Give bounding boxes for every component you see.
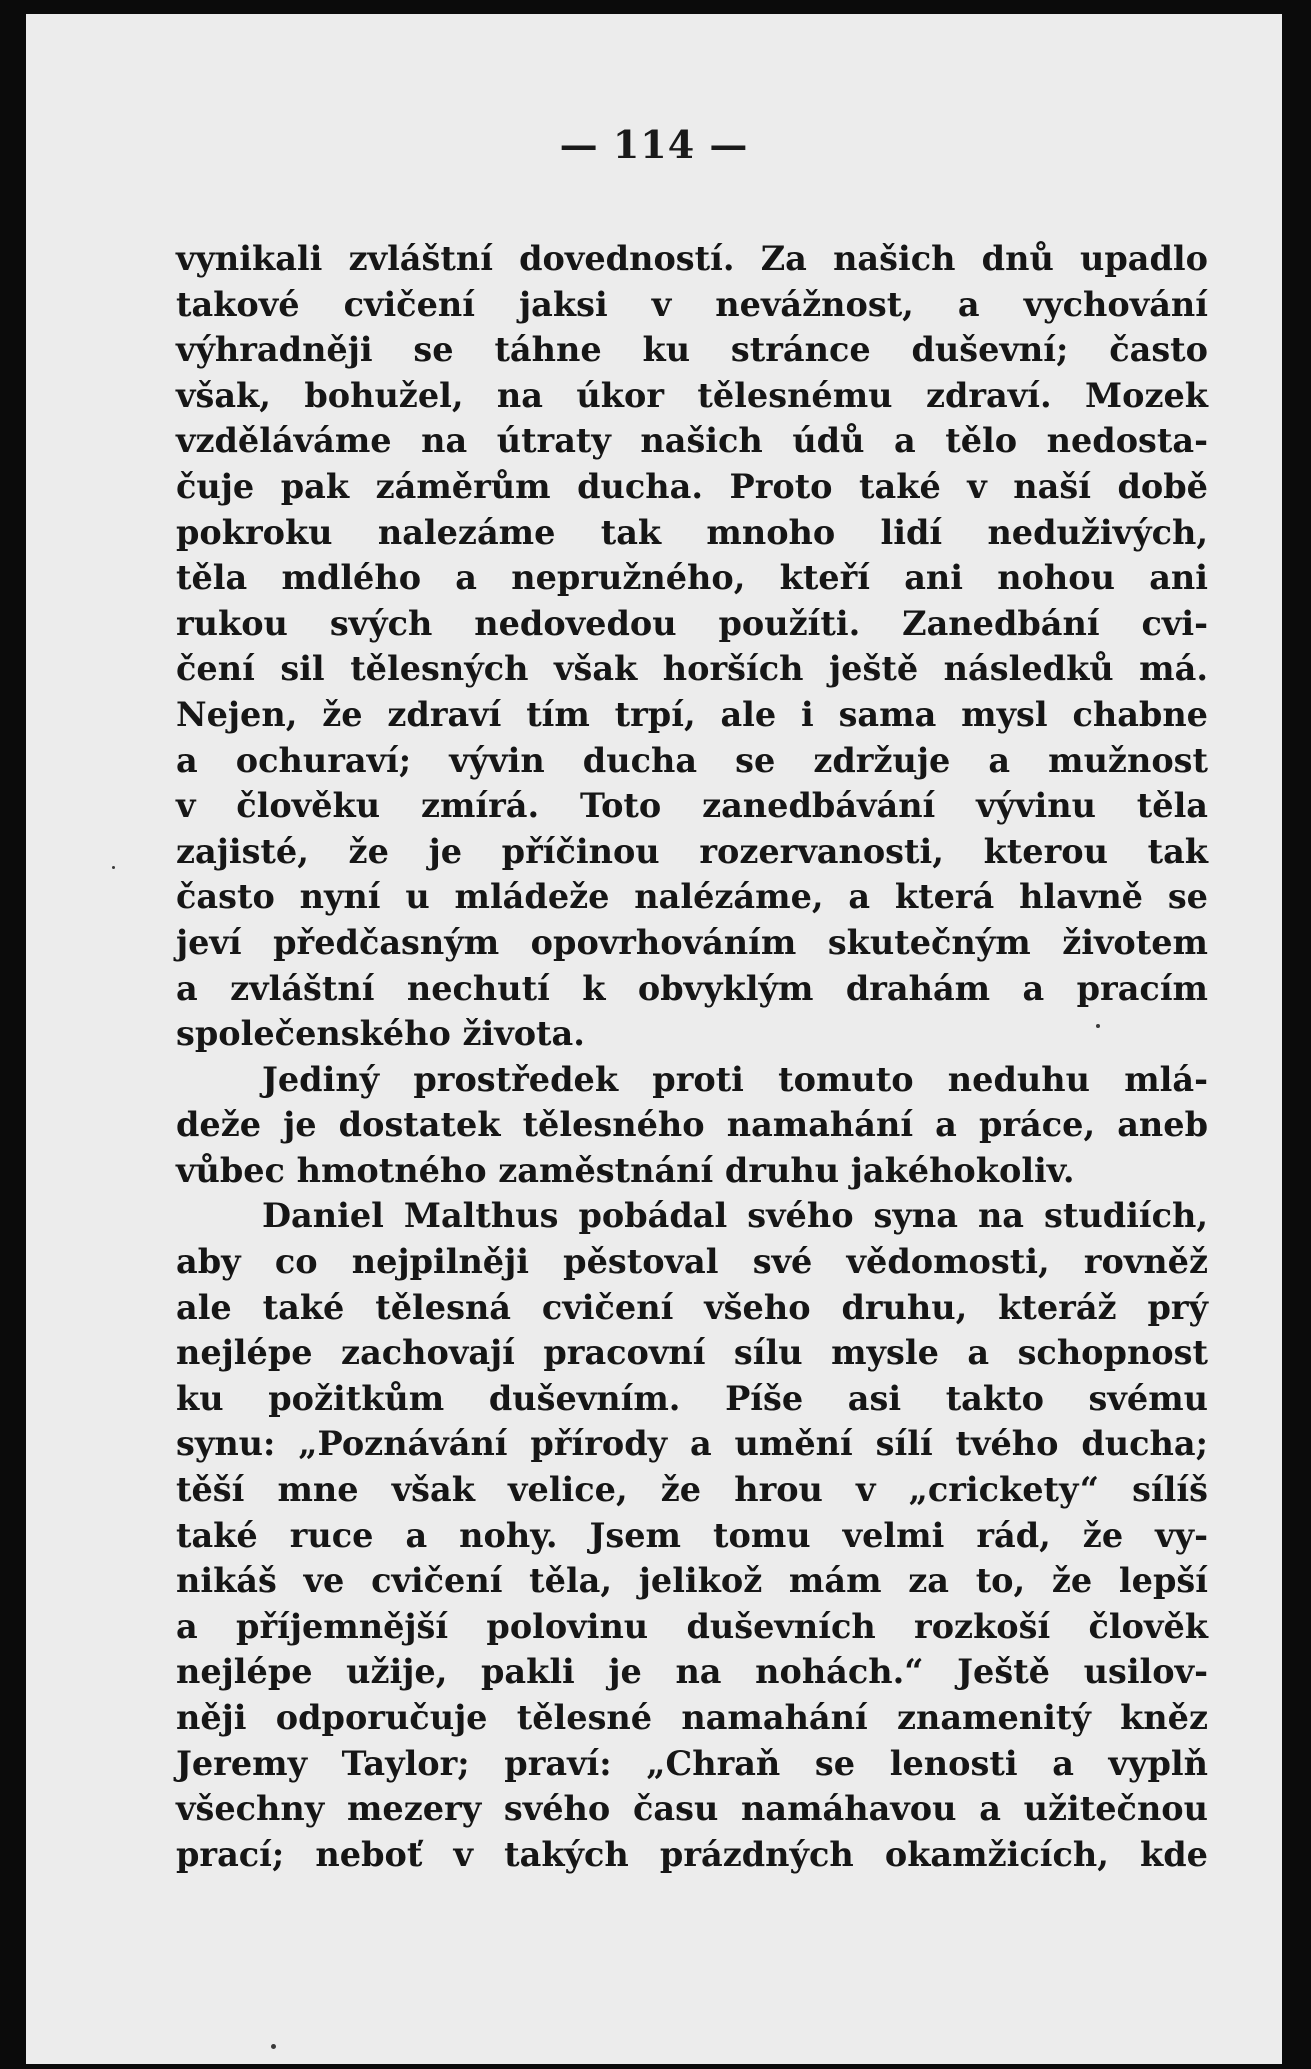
text-line: těla mdlého a nepružného, kteří ani nohou ani: [176, 558, 1208, 598]
text-line: a příjemnější polovinu duševních rozkoší člověk: [176, 1606, 1208, 1646]
paper-speck: [271, 2044, 276, 2049]
text-line: všechny mezery svého času namáhavou a užitečnou: [176, 1789, 1208, 1829]
text-line: nikáš ve cvičení těla, jelikož mám za to, že lepší: [176, 1561, 1208, 1601]
text-line: takové cvičení jaksi v nevážnost, a vychování: [176, 284, 1208, 324]
text-line: ale také tělesná cvičení všeho druhu, kteráž prý: [176, 1287, 1208, 1327]
text-line: Jeremy Taylor; praví: „Chraň se lenosti a vyplň: [176, 1743, 1208, 1783]
text-line: často nyní u mládeže nalézáme, a která hlavně se: [176, 877, 1208, 917]
text-line: také ruce a nohy. Jsem tomu velmi rád, že vy-: [176, 1515, 1208, 1555]
page-number: — 114 —: [559, 122, 749, 167]
text-line: v člověku zmírá. Toto zanedbávání vývinu těla: [176, 786, 1208, 826]
text-line: ku požitkům duševním. Píše asi takto svému: [176, 1378, 1208, 1418]
text-line: nejlépe zachovají pracovní sílu mysle a schopnost: [176, 1333, 1208, 1373]
text-line: a ochuraví; vývin ducha se zdržuje a mužnost: [176, 740, 1208, 780]
text-line: rukou svých nedovedou použíti. Zanedbání cvi-: [176, 603, 1208, 643]
text-line: vzděláváme na útraty našich údů a tělo nedosta-: [176, 421, 1208, 461]
text-line: synu: „Poznávání přírody a umění sílí tvého ducha;: [176, 1424, 1208, 1464]
text-line: pokroku nalezáme tak mnoho lidí neduživých,: [176, 512, 1208, 552]
text-line: a zvláštní nechutí k obvyklým drahám a pracím: [176, 968, 1208, 1008]
text-line: aby co nejpilněji pěstoval své vědomosti, rovněž: [176, 1242, 1208, 1282]
text-line: vůbec hmotného zaměstnání druhu jakéhokoliv.: [176, 1150, 1075, 1190]
text-line: těší mne však velice, že hrou v „crickety“ sílíš: [176, 1470, 1208, 1510]
text-line: však, bohužel, na úkor tělesnému zdraví. Mozek: [176, 375, 1208, 415]
text-line: Daniel Malthus pobádal svého syna na studiích,: [262, 1196, 1208, 1236]
text-line: Jediný prostředek proti tomuto neduhu mlá-: [262, 1059, 1208, 1099]
body-text: [176, 236, 1208, 1877]
text-line: čuje pak záměrům ducha. Proto také v naší době: [176, 466, 1208, 506]
text-line: Nejen, že zdraví tím trpí, ale i sama mysl chabne: [176, 694, 1208, 734]
paper-speck: [1096, 1024, 1100, 1028]
text-line: společenského života.: [176, 1014, 585, 1054]
text-line: čení sil tělesných však horších ještě následků má.: [176, 649, 1208, 689]
text-line: prací; neboť v takých prázdných okamžicích, kde: [176, 1834, 1208, 1874]
text-line: zajisté, že je příčinou rozervanosti, kterou tak: [176, 831, 1208, 871]
book-page: [26, 14, 1282, 2064]
text-line: nejlépe užije, pakli je na nohách.“ Ještě usilov-: [176, 1652, 1208, 1692]
text-line: deže je dostatek tělesného namahání a práce, aneb: [176, 1105, 1208, 1145]
text-line: něji odporučuje tělesné namahání znamenitý kněz: [176, 1698, 1208, 1737]
paper-speck: [112, 866, 115, 869]
text-line: vynikali zvláštní dovedností. Za našich dnů upadlo: [176, 239, 1208, 278]
text-line: jeví předčasným opovrhováním skutečným životem: [176, 922, 1208, 962]
text-line: výhradněji se táhne ku stránce duševní; často: [176, 330, 1208, 370]
